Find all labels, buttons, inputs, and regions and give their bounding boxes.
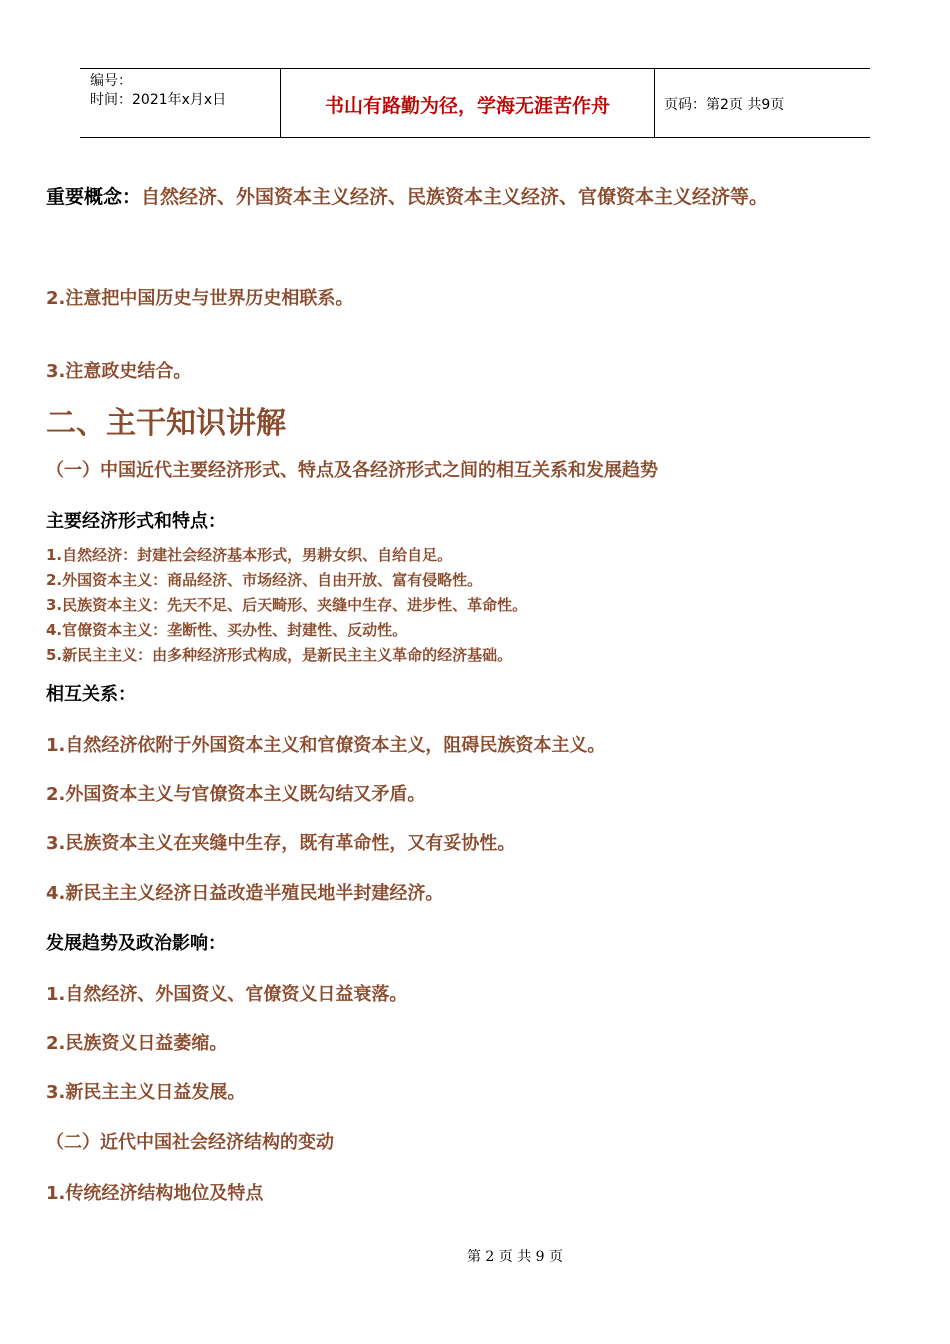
relations-heading: 相互关系： <box>46 684 136 705</box>
forms-heading: 主要经济形式和特点： <box>46 511 226 532</box>
subsection-title: （一）中国近代主要经济形式、特点及各经济形式之间的相互关系和发展趋势 <box>46 460 658 481</box>
section-title: 二、主干知识讲解 <box>46 406 286 441</box>
page-footer: 第 2 页 共 9 页 <box>466 1249 564 1265</box>
list-item: 3.民族资本主义在夹缝中生存，既有革命性，又有妥协性。 <box>46 833 516 854</box>
list-item: 1.自然经济：封建社会经济基本形式，男耕女织、自给自足。 <box>46 546 453 564</box>
header-meta <box>90 72 226 110</box>
subsection-title: （二）近代中国社会经济结构的变动 <box>46 1132 334 1153</box>
list-item: 1.自然经济依附于外国资本主义和官僚资本主义，阻碍民族资本主义。 <box>46 735 606 756</box>
key-concepts-label: 重要概念： <box>46 186 142 208</box>
header-divider <box>654 69 655 137</box>
number-label: 编号： <box>90 73 132 89</box>
note-item: 2.注意把中国历史与世界历史相联系。 <box>46 288 354 309</box>
header-motto: 书山有路勤为径，学海无涯苦作舟 <box>324 95 610 117</box>
list-item: 1.自然经济、外国资义、官僚资义日益衰落。 <box>46 984 408 1005</box>
list-item: 4.新民主主义经济日益改造半殖民地半封建经济。 <box>46 883 444 904</box>
list-item: 3.新民主主义日益发展。 <box>46 1082 246 1103</box>
note-item: 3.注意政史结合。 <box>46 361 192 382</box>
time-label: 时间：2021年x月x日 <box>90 92 227 108</box>
key-concepts-text: 自然经济、外国资本主义经济、民族资本主义经济、官僚资本主义经济等。 <box>141 186 769 208</box>
list-item: 3.民族资本主义：先天不足、后天畸形、夹缝中生存、进步性、革命性。 <box>46 596 528 614</box>
list-item: 5.新民主主义：由多种经济形式构成，是新民主主义革命的经济基础。 <box>46 646 513 664</box>
list-item: 2.民族资义日益萎缩。 <box>46 1033 228 1054</box>
list-item: 2.外国资本主义：商品经济、市场经济、自由开放、富有侵略性。 <box>46 571 483 589</box>
header-page-info: 页码：第2页 共9页 <box>664 97 785 113</box>
list-item: 2.外国资本主义与官僚资本主义既勾结又矛盾。 <box>46 784 426 805</box>
list-item: 1.传统经济结构地位及特点 <box>46 1183 264 1204</box>
trends-heading: 发展趋势及政治影响： <box>46 933 226 954</box>
list-item: 4.官僚资本主义：垄断性、买办性、封建性、反动性。 <box>46 621 408 639</box>
key-concepts <box>46 182 768 209</box>
page-header <box>80 68 870 138</box>
